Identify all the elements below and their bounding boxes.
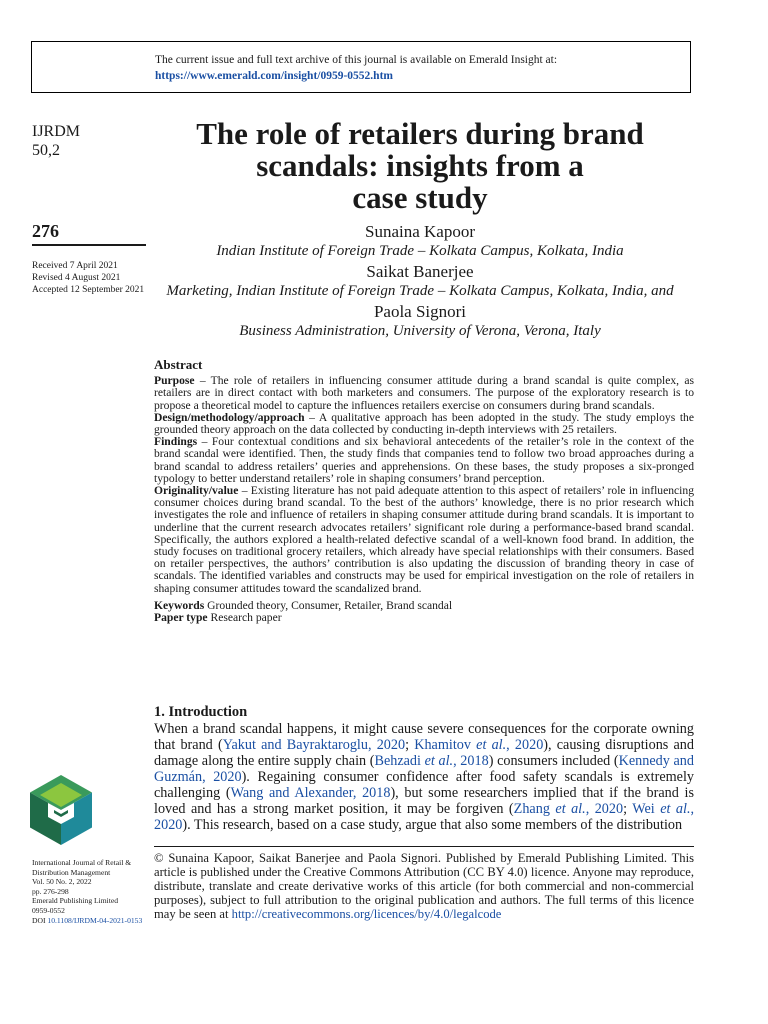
citation-etal: et al.	[555, 801, 586, 817]
author-affiliation: Marketing, Indian Institute of Foreign Trade – Kolkata Campus, Kolkata, India, and	[166, 283, 674, 299]
introduction-heading: 1. Introduction	[154, 704, 248, 720]
originality-label: Originality/value	[154, 484, 239, 498]
license-divider	[154, 846, 694, 847]
abstract-section	[154, 359, 694, 624]
citation-link[interactable]	[514, 801, 623, 817]
doi-link[interactable]: 10.1108/IJRDM-04-2021-0153	[47, 915, 143, 925]
author-affiliation: Business Administration, University of Verona, Verona, Italy	[239, 323, 601, 339]
paper-type-label: Paper type	[154, 611, 208, 625]
abstract-heading: Abstract	[154, 357, 203, 372]
citation-etal: et al.	[476, 737, 507, 753]
license-notice	[154, 851, 694, 921]
received-date: Received 7 April 2021	[32, 261, 118, 271]
body-text: ). This research, based on a case study, argue that also some members of the distribution	[182, 817, 683, 833]
citation-author: Zhang	[513, 801, 556, 817]
citation-year: , 2018	[453, 753, 489, 769]
citation-etal: et al.	[660, 801, 691, 817]
citation-etal: et al.	[424, 753, 454, 769]
paper-type-text: Research paper	[207, 611, 282, 625]
citation-link[interactable]: Kennedy and Guzmán, 2020	[154, 753, 694, 785]
originality-text: – Existing literature has not paid adequate attention to this aspect of retailers’ role in influencing consumer choices during brand scandal. To the best of the authors’ knowledge, there is no prior research which investigates the role and influence of retailers in shaping consumer attitude during brand scandals. It is important to underline that the current research advocates retailers’ significant role during a performance-based brand scandal. Specifically, the authors explored a health-related defective scandal of a well-known food brand. In addition, the study focuses on traditional grocery retailers, which already have special relationships with their consumers. Based on retailer perspectives, the authors’ contribution is also updating the discussion of branding theory in case of scandals. The identified variables and constructs may be used for empirical investigation on the role of retailers in shaping consumer attitudes toward the scandalized brand.	[154, 484, 694, 595]
title-line: case study	[352, 180, 488, 215]
citation-year: , 2020	[585, 801, 624, 817]
citation-link[interactable]	[414, 737, 543, 753]
article-history	[32, 260, 144, 296]
purpose-label: Purpose	[154, 374, 195, 388]
design-text: – A qualitative approach has been adopted in the study. The study employs the grounded theory approach on the data collected by conducting in-depth interviews with 25 retailers.	[154, 410, 694, 437]
citation-author: Wei	[632, 801, 661, 817]
banner-text: The current issue and full text archive of this journal is available on Emerald Insight at:	[155, 54, 558, 66]
citation-year: , 2020	[154, 801, 695, 833]
citation-year: , 2020	[506, 737, 544, 753]
citation-author: Khamitov	[414, 737, 477, 753]
author-name: Saikat Banerjee	[366, 262, 474, 281]
page-number: 276	[32, 221, 59, 241]
journal-archive-banner	[31, 41, 691, 93]
body-text: ;	[405, 737, 415, 753]
journal-name: International Journal of Retail &	[32, 858, 132, 867]
design-label: Design/methodology/approach	[154, 410, 305, 424]
body-text: ;	[623, 801, 633, 817]
paper-type	[154, 612, 694, 624]
citation-author: Behzadi	[374, 753, 425, 769]
accepted-date: Accepted 12 September 2021	[32, 285, 145, 295]
author-name: Paola Signori	[373, 302, 467, 321]
findings-text: – Four contextual conditions and six behavioral antecedents of the retailer’s role in the context of the brand scandal were identified. Then, the study finds that companies tend to follow two broad approaches during a brand scandal to address retailers’ queries and apprehensions. On these bases, the study proposes a six-pronged typology to better understand retailers’ role in shaping consumers’ brand perception.	[154, 435, 694, 485]
body-text: ). Regaining consumer confidence after food safety scandals is extremely challenging (	[154, 769, 694, 801]
author-name: Sunaina Kapoor	[364, 222, 475, 241]
emerald-logo-icon	[30, 775, 92, 845]
doi-line	[32, 916, 150, 926]
article-title	[150, 118, 690, 214]
body-text: ) consumers included (	[488, 753, 619, 769]
volume-info: Vol. 50 No. 2, 2022	[32, 877, 92, 887]
body-text: When a brand scandal happens, it might cause severe consequences for the corporate owning that brand (	[154, 721, 694, 753]
publisher: Emerald Publishing Limited	[32, 896, 119, 906]
abstract-findings	[154, 436, 694, 485]
keywords-text: Grounded theory, Consumer, Retailer, Brand scandal	[204, 598, 453, 612]
abstract-purpose	[154, 375, 694, 412]
journal-abbrev: IJRDM	[32, 123, 81, 140]
title-line: The role of retailers during brand	[196, 116, 644, 151]
body-text: ), causing disruptions and damage along the entire supply chain (	[154, 737, 694, 769]
journal-url-link[interactable]: https://www.emerald.com/insight/0959-0552.htm	[155, 70, 393, 82]
citation-link[interactable]	[374, 753, 488, 769]
journal-name-cont: Distribution Management	[32, 867, 111, 877]
title-line: scandals: insights from a	[256, 148, 584, 183]
license-url-link[interactable]: http://creativecommons.org/licences/by/4.0/legalcode	[231, 907, 502, 921]
issn: 0959-0552	[32, 905, 65, 915]
keywords-label: Keywords	[154, 598, 205, 612]
citation-link[interactable]: Wang and Alexander, 2018	[230, 785, 391, 801]
license-text: © Sunaina Kapoor, Saikat Banerjee and Paola Signori. Published by Emerald Publishing Limited. This article is published under the Creative Commons Attribution (CC BY 4.0) licence. Anyone may reproduce, distribute, translate and create derivative works of this article (for both commercial and non-commercial purposes), subject to full attribution to the original publication and authors. The full terms of this licence may be seen at	[154, 851, 694, 921]
author-affiliation: Indian Institute of Foreign Trade – Kolkata Campus, Kolkata, India	[216, 243, 624, 259]
findings-label: Findings	[154, 435, 198, 449]
journal-citation-meta	[32, 858, 150, 925]
abstract-originality	[154, 485, 694, 595]
author-list	[150, 221, 690, 341]
abstract-design	[154, 412, 694, 436]
journal-code	[32, 122, 80, 160]
page-range: pp. 276-298	[32, 886, 69, 896]
citation-link[interactable]: Yakut and Bayraktaroglu, 2020	[222, 737, 406, 753]
introduction-paragraph	[154, 721, 694, 833]
doi-label: DOI	[32, 915, 48, 925]
journal-volume-issue: 50,2	[32, 142, 60, 159]
body-text: ), but some researchers implied that if the brand is loved and has a strong market position, it may be forgiven (	[154, 785, 694, 817]
page-number-rule	[32, 244, 146, 246]
introduction-section	[154, 704, 694, 833]
purpose-text: – The role of retailers in influencing consumer attitude during a brand scandal is quite complex, as retailers are in direct contact with both marketers and consumers. The purpose of the exploratory research is to propose a theoretical model to capture the influences retailers exercise on consumers during brand scandals.	[154, 374, 694, 412]
revised-date: Revised 4 August 2021	[32, 273, 121, 283]
